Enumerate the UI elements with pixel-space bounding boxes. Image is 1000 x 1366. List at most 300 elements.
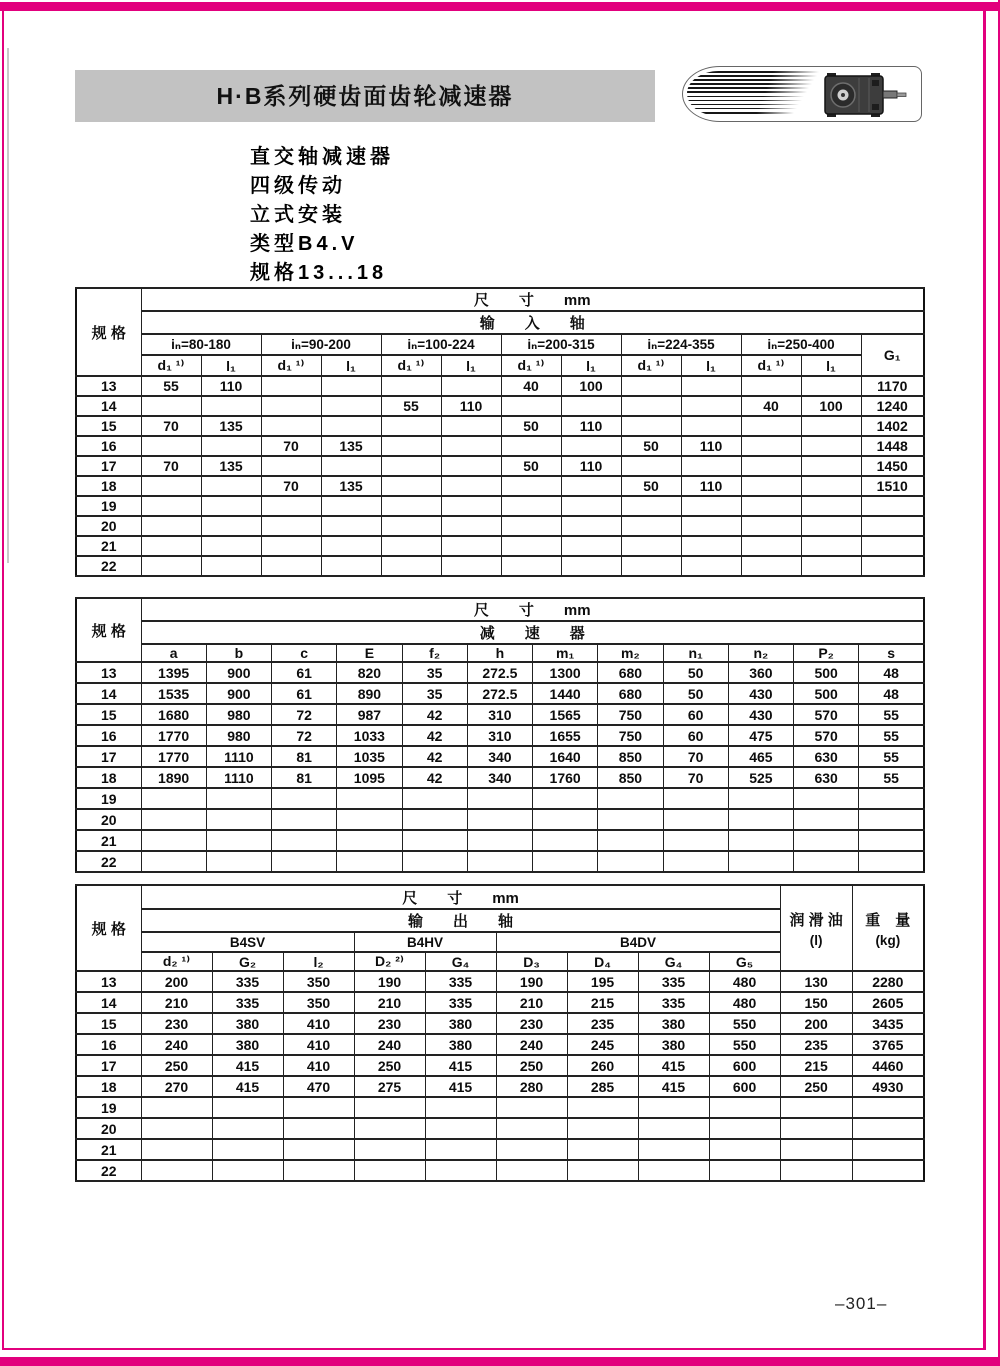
value-cell: 135 [321, 476, 381, 496]
value-cell [402, 809, 467, 830]
table-row [76, 1013, 924, 1034]
value-cell: 215 [780, 1055, 852, 1076]
value-cell: 272.5 [467, 662, 532, 683]
value-cell [467, 851, 532, 872]
spec-cell: 22 [76, 851, 141, 872]
page-title: H·B系列硬齿面齿轮减速器 [216, 83, 514, 109]
value-cell: 70 [261, 436, 321, 456]
value-cell [501, 476, 561, 496]
value-cell [598, 809, 663, 830]
l1-header: l₁ [321, 355, 381, 376]
value-cell: 475 [728, 725, 793, 746]
value-cell: 110 [561, 456, 621, 476]
value-cell: 890 [337, 683, 402, 704]
value-cell: 380 [638, 1013, 709, 1034]
spec-cell: 18 [76, 1076, 141, 1097]
value-cell: 360 [728, 662, 793, 683]
intro-line-3: 立式安装 [250, 204, 346, 226]
value-cell: 1770 [141, 746, 206, 767]
value-cell [141, 830, 206, 851]
value-cell [741, 416, 801, 436]
value-cell [501, 496, 561, 516]
value-cell: 1770 [141, 725, 206, 746]
value-cell [801, 556, 861, 576]
value-cell: 480 [709, 971, 780, 992]
value-cell [561, 436, 621, 456]
value-cell [861, 496, 924, 516]
table-row [76, 1139, 924, 1160]
value-cell [201, 516, 261, 536]
value-cell [496, 1160, 567, 1181]
spec-header: 规 格 [76, 288, 141, 376]
value-cell: 210 [354, 992, 425, 1013]
table-row [76, 992, 924, 1013]
table-row [76, 851, 924, 872]
ratio-group-header: iₙ=100-224 [381, 334, 501, 355]
value-cell [337, 788, 402, 809]
value-cell: 100 [801, 396, 861, 416]
value-cell [261, 376, 321, 396]
type-group-header: B4HV [354, 932, 496, 952]
value-cell: 230 [354, 1013, 425, 1034]
value-cell [381, 476, 441, 496]
value-cell [425, 1160, 496, 1181]
table-row [76, 788, 924, 809]
table-row [76, 704, 924, 725]
d1-header: d₁ ¹⁾ [621, 355, 681, 376]
value-cell [272, 788, 337, 809]
value-cell: 110 [561, 416, 621, 436]
value-cell [212, 1139, 283, 1160]
value-cell: 81 [272, 746, 337, 767]
value-cell: 210 [496, 992, 567, 1013]
value-cell [425, 1139, 496, 1160]
spec-header: 规 格 [76, 885, 141, 971]
spec-cell: 18 [76, 767, 141, 788]
spec-cell: 20 [76, 809, 141, 830]
value-cell: 470 [283, 1076, 354, 1097]
spec-cell: 22 [76, 556, 141, 576]
value-cell [709, 1139, 780, 1160]
value-cell: 680 [598, 683, 663, 704]
d1-header: d₁ ¹⁾ [141, 355, 201, 376]
col-header: n₂ [728, 644, 793, 662]
value-cell [501, 536, 561, 556]
value-cell: 50 [663, 683, 728, 704]
value-cell [801, 376, 861, 396]
value-cell [859, 830, 924, 851]
table-row [76, 556, 924, 576]
intro-line-1: 直交轴减速器 [250, 146, 394, 168]
value-cell: 380 [212, 1034, 283, 1055]
value-cell: 335 [638, 992, 709, 1013]
table-row [76, 456, 924, 476]
col-header: l₂ [283, 952, 354, 971]
output-shaft-table-body [76, 971, 924, 1181]
spec-cell: 15 [76, 416, 141, 436]
spec-cell: 21 [76, 830, 141, 851]
scan-fold-line [7, 48, 9, 563]
value-cell [859, 809, 924, 830]
intro-line-5: 规格13...18 [250, 262, 388, 284]
value-cell [321, 556, 381, 576]
value-cell [598, 788, 663, 809]
value-cell: 60 [663, 704, 728, 725]
value-cell: 1655 [533, 725, 598, 746]
value-cell [801, 516, 861, 536]
value-cell: 42 [402, 704, 467, 725]
value-cell [141, 556, 201, 576]
value-cell [501, 396, 561, 416]
page-banner [75, 70, 655, 122]
value-cell [354, 1097, 425, 1118]
value-cell [794, 851, 859, 872]
value-cell: 150 [780, 992, 852, 1013]
value-cell: 380 [638, 1034, 709, 1055]
value-cell [441, 516, 501, 536]
value-cell [709, 1160, 780, 1181]
value-cell: 72 [272, 725, 337, 746]
value-cell: 55 [381, 396, 441, 416]
value-cell [141, 788, 206, 809]
spec-cell: 22 [76, 1160, 141, 1181]
value-cell [141, 396, 201, 416]
value-cell [561, 536, 621, 556]
value-cell: 61 [272, 662, 337, 683]
value-cell [852, 1097, 924, 1118]
spec-cell: 19 [76, 496, 141, 516]
table-row [76, 971, 924, 992]
speed-line [687, 91, 807, 93]
speed-line [687, 108, 797, 110]
value-cell [321, 396, 381, 416]
value-cell: 272.5 [467, 683, 532, 704]
value-cell [141, 536, 201, 556]
value-cell: 415 [212, 1055, 283, 1076]
value-cell: 570 [794, 704, 859, 725]
value-cell [467, 809, 532, 830]
value-cell [567, 1139, 638, 1160]
value-cell [780, 1139, 852, 1160]
value-cell: 1510 [861, 476, 924, 496]
output-shaft-title: 输 出 轴 [141, 909, 780, 932]
value-cell: 4930 [852, 1076, 924, 1097]
value-cell: 110 [201, 376, 261, 396]
value-cell: 1095 [337, 767, 402, 788]
value-cell [201, 556, 261, 576]
input-shaft-table [75, 287, 925, 577]
col-header: a [141, 644, 206, 662]
value-cell: 1565 [533, 704, 598, 725]
value-cell [321, 416, 381, 436]
value-cell: 245 [567, 1034, 638, 1055]
speed-line [687, 104, 799, 106]
value-cell [321, 496, 381, 516]
speed-line [687, 96, 804, 98]
spec-cell: 21 [76, 536, 141, 556]
value-cell [663, 851, 728, 872]
value-cell: 1890 [141, 767, 206, 788]
spec-cell: 17 [76, 1055, 141, 1076]
value-cell: 240 [354, 1034, 425, 1055]
col-header: m₁ [533, 644, 598, 662]
value-cell: 630 [794, 767, 859, 788]
d1-header: d₁ ¹⁾ [381, 355, 441, 376]
value-cell [467, 788, 532, 809]
spec-cell: 16 [76, 436, 141, 456]
col-header: c [272, 644, 337, 662]
value-cell [283, 1097, 354, 1118]
value-cell [741, 556, 801, 576]
value-cell: 275 [354, 1076, 425, 1097]
value-cell [261, 416, 321, 436]
value-cell: 380 [425, 1034, 496, 1055]
weight-unit: (kg) [875, 932, 901, 948]
value-cell: 240 [496, 1034, 567, 1055]
value-cell: 250 [780, 1076, 852, 1097]
value-cell [501, 556, 561, 576]
reducer-dimensions-table [75, 597, 925, 873]
value-cell: 415 [425, 1076, 496, 1097]
value-cell [861, 536, 924, 556]
page-frame-bottom [0, 1357, 1000, 1366]
value-cell: 600 [709, 1055, 780, 1076]
value-cell [663, 809, 728, 830]
value-cell: 310 [467, 725, 532, 746]
value-cell [141, 809, 206, 830]
value-cell [681, 416, 741, 436]
spec-cell: 20 [76, 516, 141, 536]
value-cell [741, 436, 801, 456]
value-cell: 600 [709, 1076, 780, 1097]
col-header: G₅ [709, 952, 780, 971]
value-cell: 240 [141, 1034, 212, 1055]
value-cell: 50 [501, 416, 561, 436]
value-cell: 60 [663, 725, 728, 746]
table-row [76, 496, 924, 516]
value-cell [741, 476, 801, 496]
col-header: G₄ [425, 952, 496, 971]
value-cell [381, 376, 441, 396]
ratio-group-header: iₙ=250-400 [741, 334, 861, 355]
value-cell [441, 556, 501, 576]
weight-label: 重 量 [865, 911, 911, 929]
spec-cell: 18 [76, 476, 141, 496]
value-cell [441, 436, 501, 456]
table-row [76, 1034, 924, 1055]
value-cell: 550 [709, 1013, 780, 1034]
value-cell: 1402 [861, 416, 924, 436]
value-cell [621, 456, 681, 476]
table-row [76, 376, 924, 396]
value-cell [321, 456, 381, 476]
value-cell [261, 556, 321, 576]
value-cell [859, 788, 924, 809]
value-cell [212, 1160, 283, 1181]
value-cell: 110 [681, 476, 741, 496]
value-cell [283, 1139, 354, 1160]
speed-line [687, 83, 812, 85]
table-row [76, 516, 924, 536]
oil-unit: (l) [809, 932, 823, 948]
spec-cell: 20 [76, 1118, 141, 1139]
spec-cell: 13 [76, 376, 141, 396]
spec-cell: 14 [76, 992, 141, 1013]
value-cell [441, 416, 501, 436]
value-cell: 987 [337, 704, 402, 725]
value-cell: 340 [467, 746, 532, 767]
col-header: E [337, 644, 402, 662]
value-cell [441, 496, 501, 516]
speed-line [687, 79, 814, 81]
value-cell [728, 851, 793, 872]
value-cell [141, 1118, 212, 1139]
table-row [76, 436, 924, 456]
table-row [76, 476, 924, 496]
intro-line-2: 四级传动 [250, 175, 346, 197]
value-cell [533, 851, 598, 872]
value-cell [681, 496, 741, 516]
speed-line [687, 71, 819, 73]
value-cell [201, 476, 261, 496]
value-cell: 100 [561, 376, 621, 396]
value-cell: 70 [663, 767, 728, 788]
value-cell [621, 516, 681, 536]
table-row [76, 416, 924, 436]
value-cell [441, 476, 501, 496]
value-cell: 48 [859, 683, 924, 704]
value-cell [681, 456, 741, 476]
value-cell: 500 [794, 683, 859, 704]
value-cell [272, 851, 337, 872]
value-cell [337, 830, 402, 851]
value-cell [354, 1118, 425, 1139]
value-cell [533, 788, 598, 809]
dim-title: 尺 寸 mm [141, 598, 924, 621]
value-cell: 4460 [852, 1055, 924, 1076]
value-cell [861, 556, 924, 576]
value-cell [567, 1097, 638, 1118]
value-cell [141, 516, 201, 536]
value-cell: 35 [402, 662, 467, 683]
value-cell [561, 396, 621, 416]
l1-header: l₁ [561, 355, 621, 376]
table-row [76, 830, 924, 851]
value-cell: 350 [283, 971, 354, 992]
value-cell: 340 [467, 767, 532, 788]
value-cell [621, 556, 681, 576]
value-cell: 850 [598, 767, 663, 788]
value-cell [801, 536, 861, 556]
value-cell [567, 1118, 638, 1139]
value-cell: 50 [621, 436, 681, 456]
value-cell [141, 1160, 212, 1181]
value-cell: 70 [141, 456, 201, 476]
value-cell [621, 416, 681, 436]
value-cell: 285 [567, 1076, 638, 1097]
value-cell [354, 1160, 425, 1181]
value-cell [261, 456, 321, 476]
speed-line [687, 112, 794, 114]
type-group-header: B4SV [141, 932, 354, 952]
value-cell [741, 376, 801, 396]
col-header: P₂ [794, 644, 859, 662]
value-cell [283, 1118, 354, 1139]
col-header: b [206, 644, 271, 662]
value-cell: 3765 [852, 1034, 924, 1055]
reducer-title: 减 速 器 [141, 621, 924, 644]
value-cell [321, 536, 381, 556]
value-cell: 3435 [852, 1013, 924, 1034]
col-header: G₄ [638, 952, 709, 971]
d1-header: d₁ ¹⁾ [741, 355, 801, 376]
value-cell: 570 [794, 725, 859, 746]
page-number: –301– [835, 1294, 888, 1313]
spec-cell: 14 [76, 396, 141, 416]
value-cell [561, 556, 621, 576]
value-cell: 1110 [206, 746, 271, 767]
col-header: f₂ [402, 644, 467, 662]
l1-header: l₁ [201, 355, 261, 376]
oil-label: 润 滑 油 [789, 911, 843, 929]
value-cell [681, 396, 741, 416]
value-cell: 750 [598, 725, 663, 746]
value-cell: 42 [402, 767, 467, 788]
value-cell [709, 1118, 780, 1139]
g1-header: G₁ [861, 334, 924, 376]
value-cell [561, 476, 621, 496]
value-cell: 190 [354, 971, 425, 992]
value-cell: 130 [780, 971, 852, 992]
reducer-table-body [76, 662, 924, 872]
value-cell: 235 [567, 1013, 638, 1034]
value-cell [621, 376, 681, 396]
value-cell [598, 830, 663, 851]
value-cell [852, 1118, 924, 1139]
value-cell [381, 456, 441, 476]
value-cell [852, 1160, 924, 1181]
speed-lines-icon [687, 71, 827, 116]
value-cell: 215 [567, 992, 638, 1013]
value-cell [801, 416, 861, 436]
value-cell [567, 1160, 638, 1181]
value-cell [859, 851, 924, 872]
value-cell: 1450 [861, 456, 924, 476]
value-cell [272, 830, 337, 851]
value-cell: 1110 [206, 767, 271, 788]
value-cell: 335 [425, 971, 496, 992]
value-cell [663, 830, 728, 851]
value-cell: 415 [212, 1076, 283, 1097]
value-cell: 72 [272, 704, 337, 725]
value-cell: 50 [501, 456, 561, 476]
value-cell: 135 [321, 436, 381, 456]
value-cell: 81 [272, 767, 337, 788]
value-cell: 525 [728, 767, 793, 788]
value-cell: 820 [337, 662, 402, 683]
value-cell: 230 [141, 1013, 212, 1034]
value-cell [638, 1160, 709, 1181]
value-cell: 900 [206, 683, 271, 704]
value-cell: 135 [201, 456, 261, 476]
value-cell: 410 [283, 1034, 354, 1055]
value-cell [141, 851, 206, 872]
dim-title: 尺 寸 mm [141, 885, 780, 909]
value-cell: 210 [141, 992, 212, 1013]
value-cell: 1448 [861, 436, 924, 456]
value-cell: 1680 [141, 704, 206, 725]
col-header: h [467, 644, 532, 662]
